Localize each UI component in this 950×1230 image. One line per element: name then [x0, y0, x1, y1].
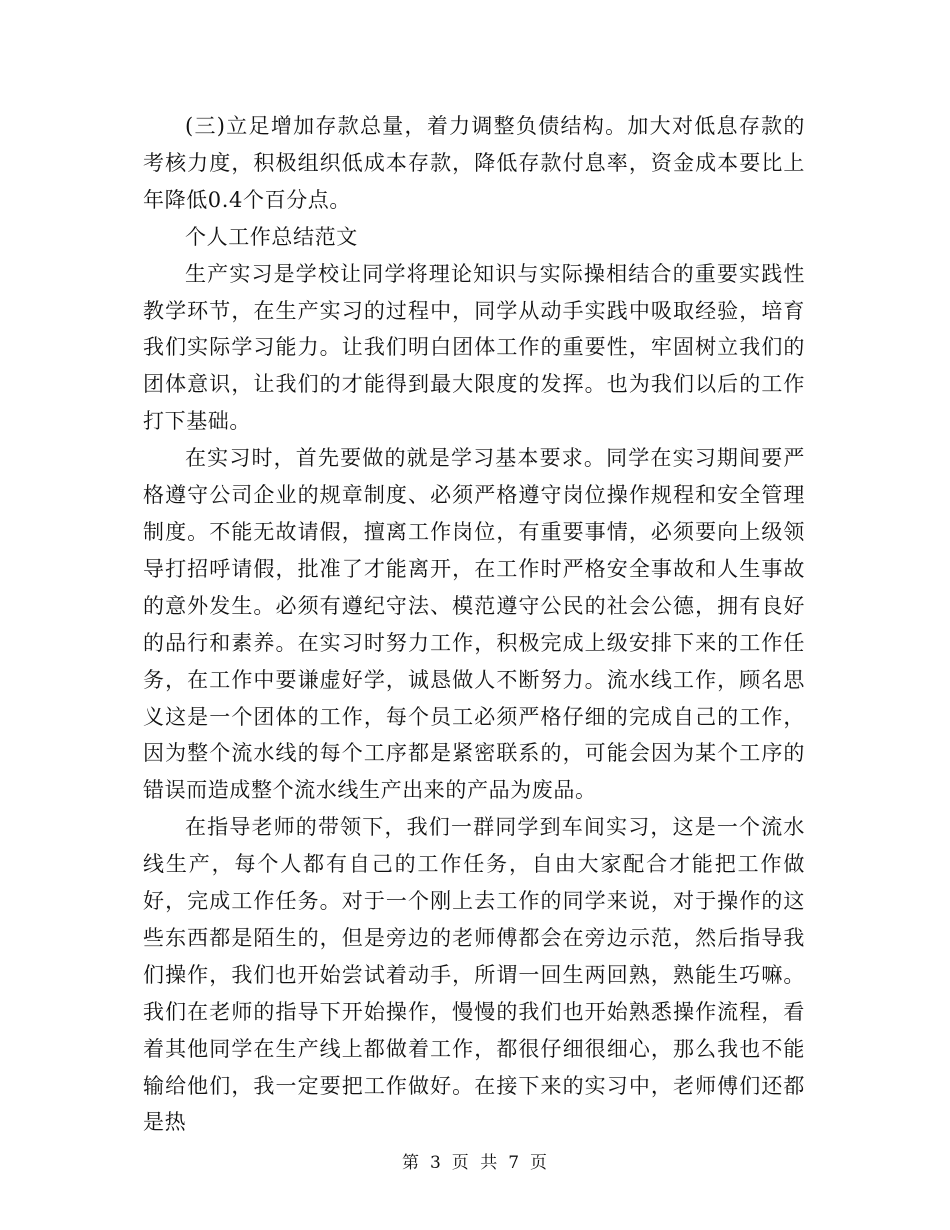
footer-prefix: 第	[401, 1153, 420, 1173]
total-page-number: 7	[508, 1153, 521, 1173]
document-body	[143, 108, 805, 1141]
page-number-footer	[0, 1148, 950, 1173]
paragraph-internship-rules: 在实习时，首先要做的就是学习基本要求。同学在实习期间要严格遵守公司企业的规章制度、必须严格遵守岗位操作规程和安全管理制度。不能无故请假，擅离工作岗位，有重要事情，必须要向上级领导打招呼请假，批准了才能离开，在工作时严格安全事故和人生事故的意外发生。必须有遵纪守法、模范遵守公民的社会公德，拥有良好的品行和素养。在实习时努力工作，积极完成上级安排下来的工作任务，在工作中要谦虚好学，诚恳做人不断努力。流水线工作，顾名思义这是一个团体的工作，每个员工必须严格仔细的完成自己的工作，因为整个流水线的每个工序都是紧密联系的，可能会因为某个工序的错误而造成整个流水线生产出来的产品为废品。	[143, 446, 805, 803]
footer-suffix: 页	[530, 1153, 549, 1173]
current-page-number: 3	[429, 1153, 442, 1173]
paragraph-deposit-structure: (三)立足增加存款总量，着力调整负债结构。加大对低息存款的考核力度，积极组织低成本存款，降低存款付息率，资金成本要比上年降低0.4个百分点。	[143, 114, 805, 212]
paragraph-workshop-practice: 在指导老师的带领下，我们一群同学到车间实习，这是一个流水线生产，每个人都有自己的工作任务，自由大家配合才能把工作做好，完成工作任务。对于一个刚上去工作的同学来说，对于操作的这些东西都是陌生的，但是旁边的老师傅都会在旁边示范，然后指导我们操作，我们也开始尝试着动手，所谓一回生两回熟，熟能生巧嘛。我们在老师的指导下开始操作，慢慢的我们也开始熟悉操作流程，看着其他同学在生产线上都做着工作，都很仔细很细心，那么我也不能输给他们，我一定要把工作做好。在接下来的实习中，老师傅们还都是热	[143, 815, 805, 1135]
section-heading: 个人工作总结范文	[185, 224, 358, 249]
paragraph-internship-intro: 生产实习是学校让同学将理论知识与实际操相结合的重要实践性教学环节，在生产实习的过程中，同学从动手实践中吸取经验，培育我们实际学习能力。让我们明白团体工作的重要性，牢固树立我们的团体意识，让我们的才能得到最大限度的发挥。也为我们以后的工作打下基础。	[143, 261, 805, 434]
footer-mid: 页 共	[451, 1153, 499, 1173]
